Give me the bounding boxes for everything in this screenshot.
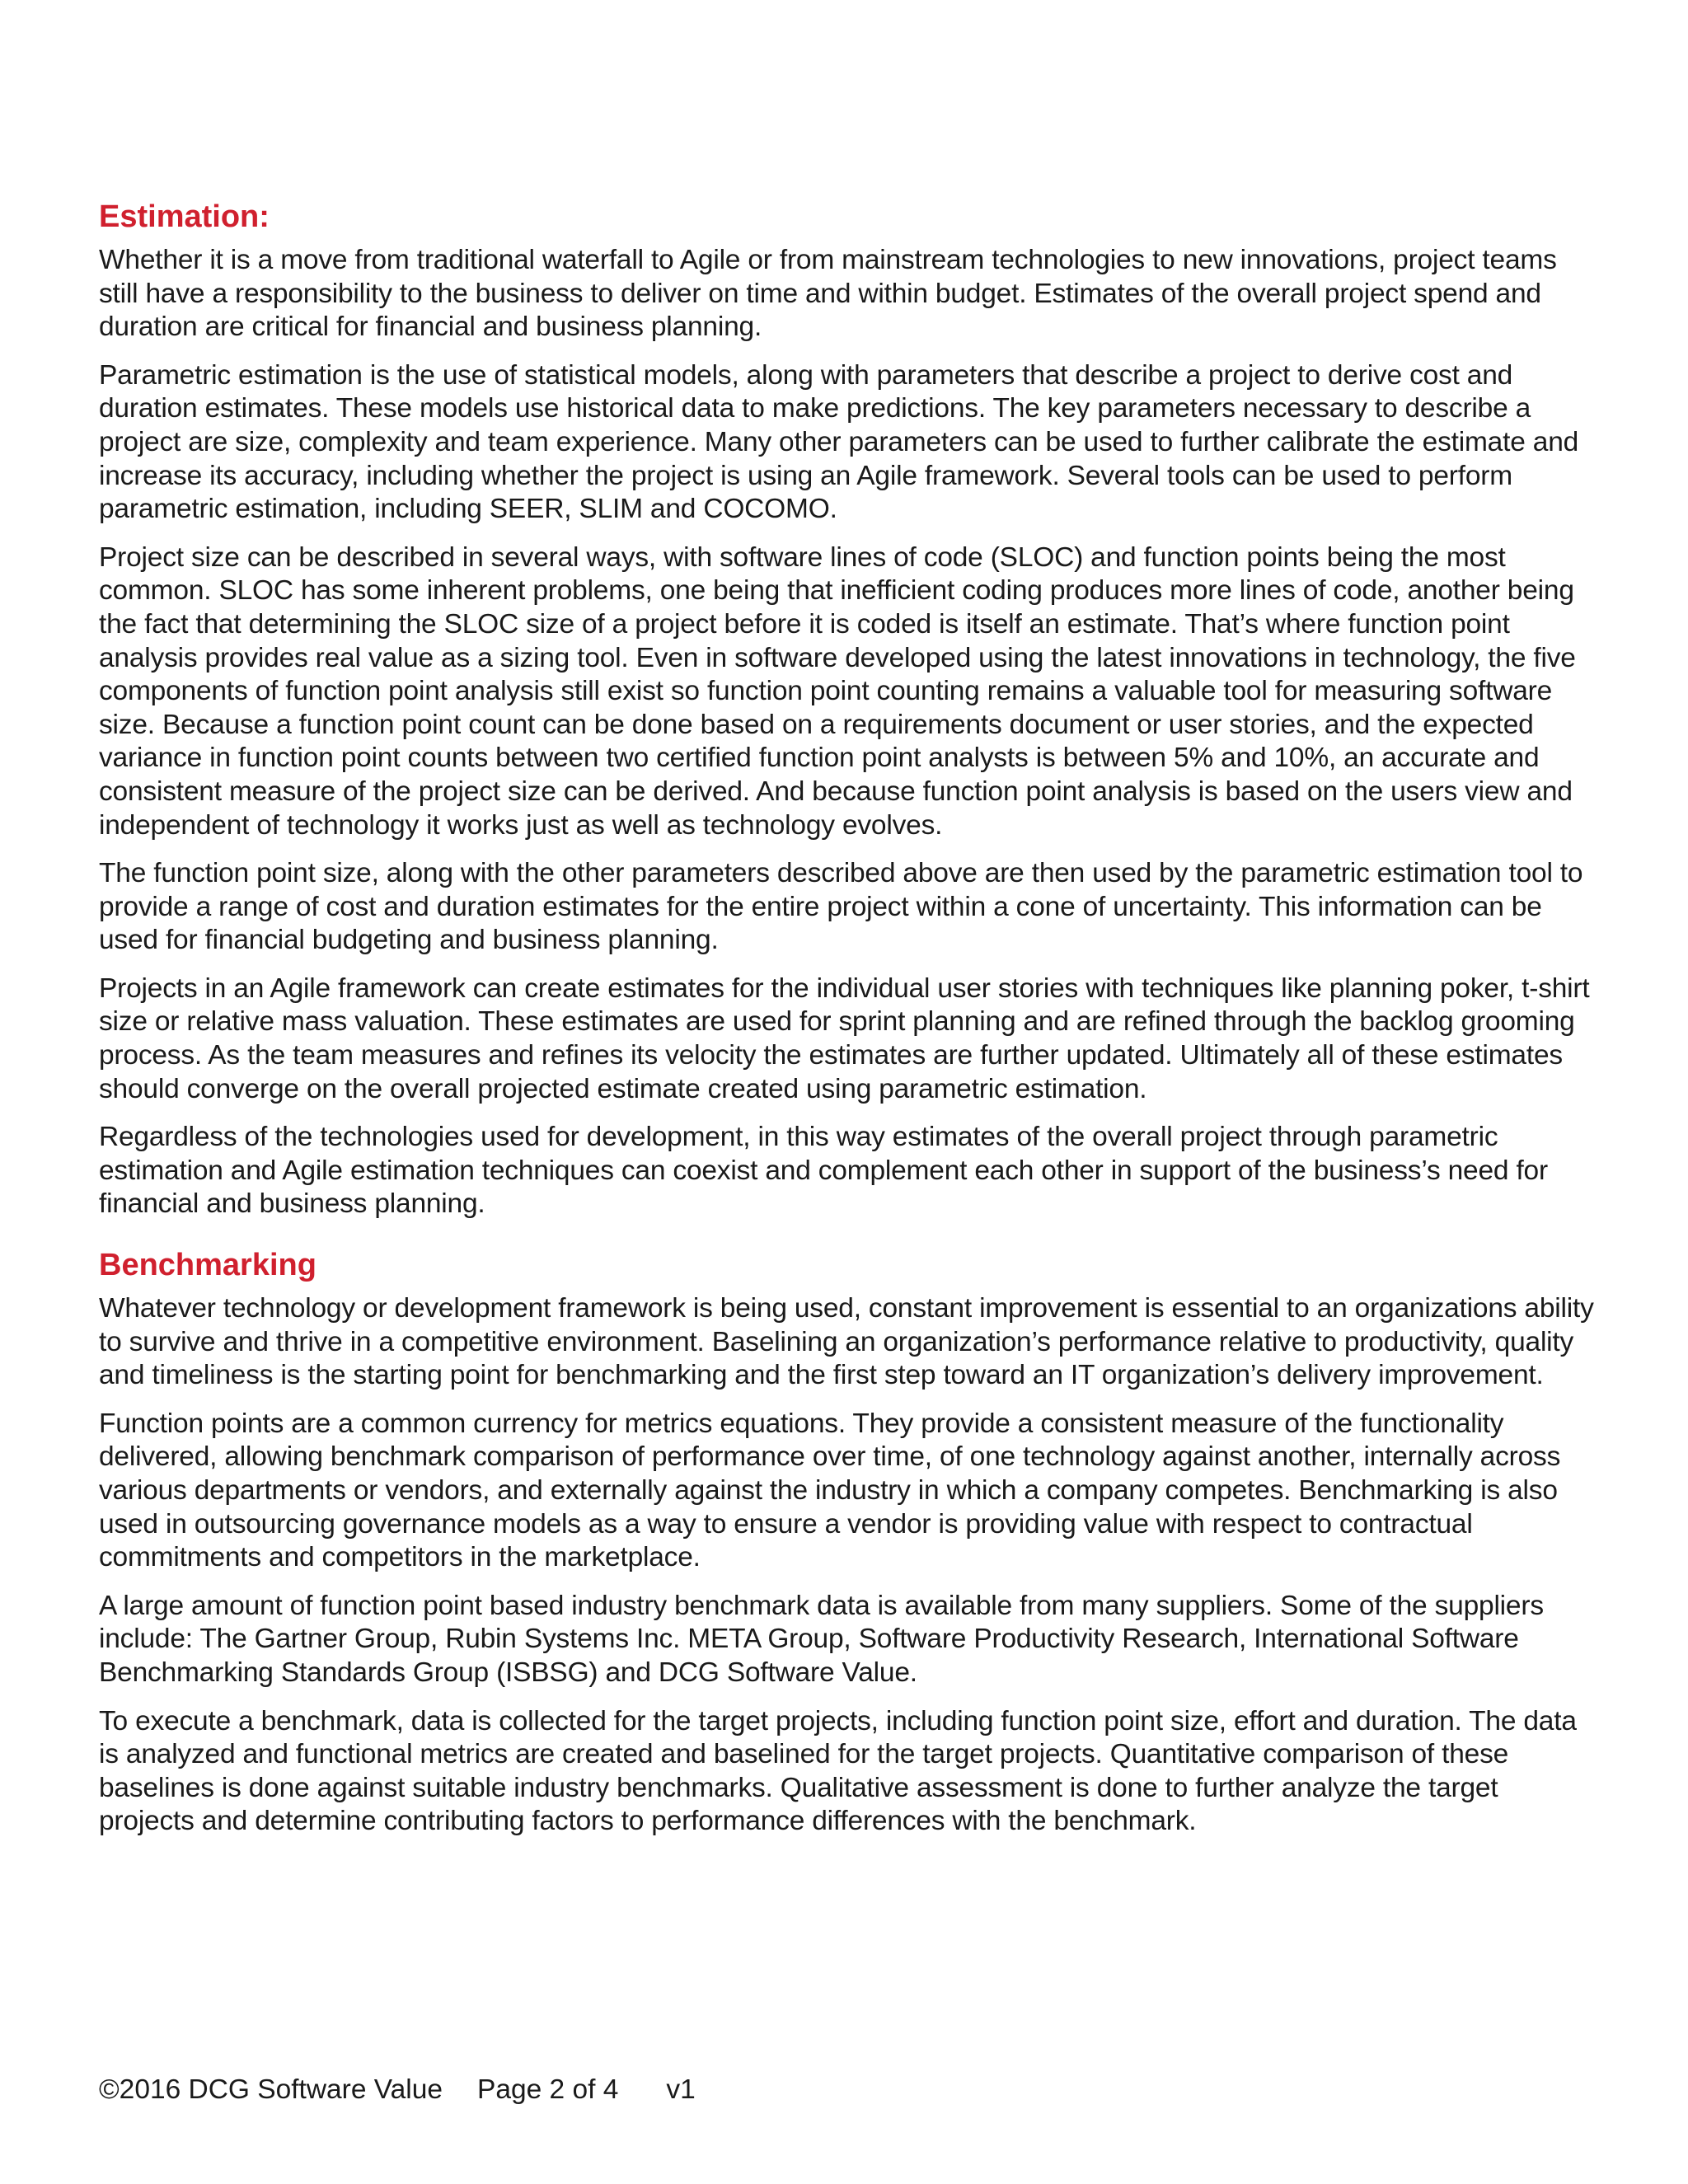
section-heading-benchmarking: Benchmarking — [99, 1248, 316, 1283]
footer-version: v1 — [666, 2074, 696, 2105]
paragraph: Project size can be described in several ways, with software lines of code (SLOC) and function points being the most common. SLOC has some inherent problems, one being that inefficient coding produces more lines of code, another being the fact that determining the SLOC size of a project before it is coded is itself an estimate. That’s where function point analysis provides real value as a sizing tool. Even in software developed using the latest innovations in technology, the five components of function point analysis still exist so function point counting remains a valuable tool for measuring software size. Because a function point count can be done based on a requirements document or user stories, and the expected variance in function point counts between two certified function point analysts is between 5% and 10%, an accurate and consistent measure of the project size can be derived. And because function point analysis is based on the users view and independent of technology it works just as well as technology evolves. — [99, 541, 1576, 841]
paragraph: Projects in an Agile framework can create estimates for the individual user stories with techniques like planning poker, t-shirt size or relative mass valuation. These estimates are used for sprint planning and are refined through the backlog grooming process. As the team measures and refines its velocity the estimates are further updated. Ultimately all of these estimates should converge on the overall projected estimate created using parametric estimation. — [99, 972, 1590, 1104]
document-page — [99, 196, 1599, 1854]
footer-copyright: ©2016 DCG Software Value — [99, 2074, 443, 2105]
footer-page-number: Page 2 of 4 — [476, 2074, 619, 2105]
paragraph: To execute a benchmark, data is collected for the target projects, including function point size, effort and duration. The data is analyzed and functional metrics are created and baselined for the target projects. Quantitative comparison of these baselines is done against suitable industry benchmarks. Qualitative assessment is done to further analyze the target projects and determine contributing factors to performance differences with the benchmark. — [99, 1705, 1577, 1837]
paragraph: Parametric estimation is the use of statistical models, along with parameters that describe a project to derive cost and duration estimates. These models use historical data to make predictions. The key parameters necessary to describe a project are size, complexity and team experience. Many other parameters can be used to further calibrate the estimate and increase its accuracy, including whether the project is using an Agile framework. Several tools can be used to perform parametric estimation, including SEER, SLIM and COCOMO. — [99, 359, 1579, 525]
paragraph: Whether it is a move from traditional waterfall to Agile or from mainstream technologies to new innovations, project teams still have a responsibility to the business to deliver on time and within budget. Estimates of the overall project spend and duration are critical for financial and business planning. — [99, 245, 1557, 343]
page-footer — [99, 2074, 696, 2107]
paragraph: Function points are a common currency for metrics equations. They provide a consistent measure of the functionality delivered, allowing benchmark comparison of performance over time, of one technology against another, internally across various departments or vendors, and externally against the industry in which a company competes. Benchmarking is also used in outsourcing governance models as a way to ensure a vendor is providing value with respect to contractual commitments and competitors in the marketplace. — [99, 1408, 1561, 1573]
paragraph: Regardless of the technologies used for development, in this way estimates of the overall project through parametric estimation and Agile estimation techniques can coexist and complement each other in support of the business’s need for financial and business planning. — [99, 1122, 1548, 1220]
section-heading-estimation: Estimation: — [99, 199, 270, 234]
paragraph: A large amount of function point based industry benchmark data is available from many suppliers. Some of the suppliers include: The Gartner Group, Rubin Systems Inc. META Group, Software Productivity Research, International Software Benchmarking Standards Group (ISBSG) and DCG Software Value. — [99, 1590, 1544, 1688]
paragraph: Whatever technology or development framework is being used, constant improvement is essential to an organizations ability to survive and thrive in a competitive environment. Baselining an organization’s performance relative to productivity, quality and timeliness is the starting point for benchmarking and the first step toward an IT organization’s delivery improvement. — [99, 1293, 1594, 1391]
paragraph: The function point size, along with the other parameters described above are then used by the parametric estimation tool to provide a range of cost and duration estimates for the entire project within a cone of uncertainty. This information can be used for financial budgeting and business planning. — [99, 858, 1583, 956]
